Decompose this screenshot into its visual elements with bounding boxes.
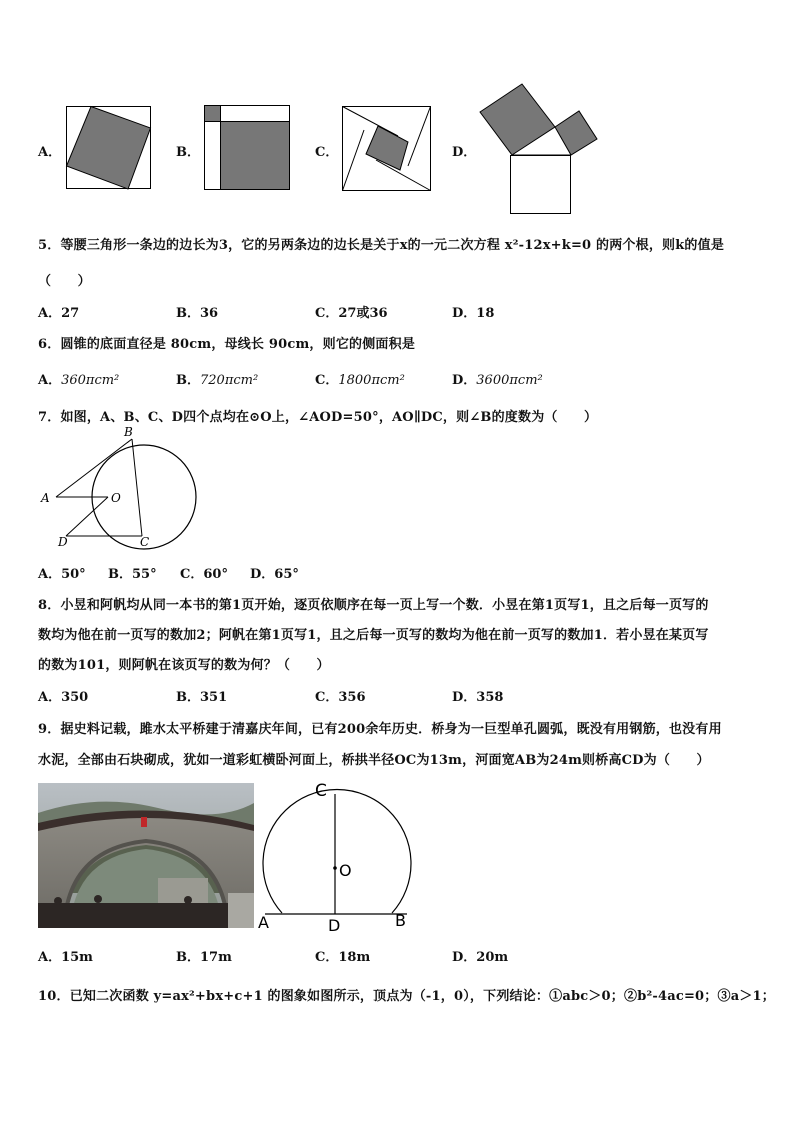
q4-figure-d — [478, 82, 602, 216]
q4-figure-c — [342, 106, 432, 192]
q7-label-b: B — [124, 425, 133, 439]
q6-option-d[interactable] — [452, 369, 543, 388]
q7-circle-figure — [36, 425, 166, 550]
q7-option-c[interactable]: C．60° — [180, 567, 228, 582]
q7-label-d: D — [58, 535, 68, 549]
q7-label-a: A — [41, 491, 50, 505]
q4-option-d-label: D． — [452, 145, 477, 160]
q9-line-1: 9．据史料记载，雎水太平桥建于清嘉庆年间，已有200余年历史．桥身为一巨型单孔圆弧，既没有用钢筋，也没有用 — [38, 722, 722, 737]
q6-option-c-label: C． — [315, 373, 339, 388]
q9-label-d: D — [328, 916, 341, 935]
q7-label-o: O — [111, 491, 121, 505]
q8-line-1: 8．小昱和阿帆均从同一本书的第1页开始，逐页依顺序在每一页上写一个数．小昱在第1页写1，且之后每一页写的 — [38, 598, 709, 613]
q6-option-d-label: D． — [452, 373, 477, 388]
q9-option-c[interactable]: C．18m — [315, 950, 371, 965]
q5-option-b[interactable]: B．36 — [176, 306, 219, 321]
q8-option-a[interactable]: A．350 — [38, 690, 89, 705]
q6-option-b-value: 720πcm² — [200, 373, 259, 388]
q8-option-d[interactable]: D．358 — [452, 690, 504, 705]
q8-line-3: 的数为101，则阿帆在该页写的数为何？（ ） — [38, 658, 330, 673]
q7-label-c: C — [140, 535, 150, 549]
q6-option-b-label: B． — [176, 373, 200, 388]
q9-label-b: B — [395, 911, 406, 930]
q6-option-a-value: 360πcm² — [61, 373, 120, 388]
q8-line-2: 数均为他在前一页写的数加2；阿帆在第1页写1，且之后每一页写的数均为他在前一页写的数加1．若小昱在某页写 — [38, 628, 709, 643]
q7-option-d[interactable]: D．65° — [250, 567, 299, 582]
q9-option-d[interactable]: D．20m — [452, 950, 509, 965]
q9-label-a: A — [258, 913, 269, 932]
q6-option-c[interactable] — [315, 369, 405, 388]
q9-label-o: O — [339, 861, 352, 880]
q4-option-a-label: A． — [38, 145, 62, 160]
q10-stem: 10．已知二次函数 y=ax²+bx+c+1 的图象如图所示，顶点为（-1，0），下列结论：①abc＞0；②b²-4ac=0；③a＞1； — [38, 989, 775, 1004]
q7-option-b[interactable]: B．55° — [108, 567, 157, 582]
q6-option-d-value: 3600πcm² — [476, 373, 543, 388]
q5-option-c[interactable]: C．27或36 — [315, 306, 388, 321]
q5-option-d[interactable]: D．18 — [452, 306, 495, 321]
q7-option-a[interactable]: A．50° — [38, 567, 86, 582]
q9-option-a[interactable]: A．15m — [38, 950, 93, 965]
q4-option-c-label: C． — [315, 145, 339, 160]
q9-option-b[interactable]: B．17m — [176, 950, 232, 965]
q9-arch-figure — [255, 776, 415, 936]
q4-figure-a — [66, 106, 152, 190]
q6-option-a-label: A． — [38, 373, 62, 388]
bridge-photo — [38, 783, 254, 928]
q4-option-b-label: B． — [176, 145, 200, 160]
q5-option-a[interactable]: A．27 — [38, 306, 80, 321]
q6-option-c-value: 1800πcm² — [338, 373, 405, 388]
q8-option-b[interactable]: B．351 — [176, 690, 228, 705]
q6-option-a[interactable] — [38, 369, 119, 388]
q6-stem: 6．圆锥的底面直径是 80cm，母线长 90cm，则它的侧面积是 — [38, 337, 416, 352]
q9-label-c: C — [315, 781, 327, 801]
q7-stem: 7．如图，A、B、C、D四个点均在⊙O上，∠AOD=50°，AO∥DC，则∠B的度数为（ ） — [38, 410, 598, 425]
q6-option-b[interactable] — [176, 369, 258, 388]
q4-figure-b — [204, 105, 291, 191]
q5-answer-paren: （ ） — [38, 274, 91, 289]
q8-option-c[interactable]: C．356 — [315, 690, 366, 705]
q5-stem: 5．等腰三角形一条边的边长为3，它的另两条边的边长是关于x的一元二次方程 x²-12x+k=0 的两个根，则k的值是 — [38, 238, 725, 253]
q9-line-2: 水泥，全部由石块砌成，犹如一道彩虹横卧河面上，桥拱半径OC为13m，河面宽AB为24m则桥高CD为（ ） — [38, 753, 710, 768]
